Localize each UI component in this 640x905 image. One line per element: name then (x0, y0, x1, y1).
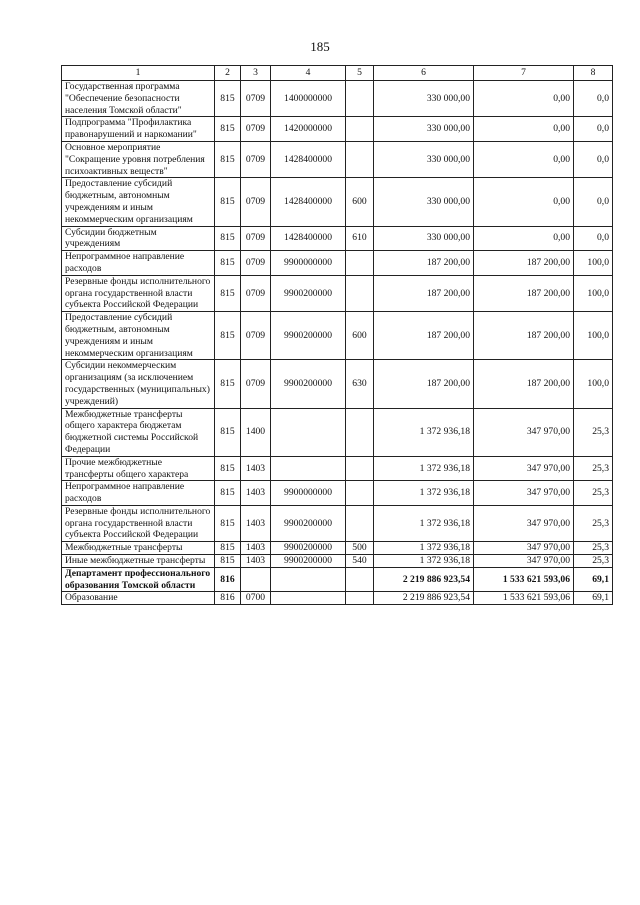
cell-executed-amount: 187 200,00 (474, 360, 574, 408)
cell-executed-amount: 187 200,00 (474, 251, 574, 276)
budget-table (61, 65, 613, 605)
cell-plan-amount: 330 000,00 (374, 117, 474, 142)
cell-section-code: 1403 (241, 505, 271, 541)
cell-target-code: 1420000000 (271, 117, 346, 142)
cell-target-code (271, 408, 346, 456)
cell-plan-amount: 1 372 936,18 (374, 408, 474, 456)
table-row (62, 567, 613, 592)
cell-name: Субсидии бюджетным учреждениям (62, 226, 215, 251)
cell-target-code: 9900000000 (271, 251, 346, 276)
cell-name: Резервные фонды исполнительного органа государственной власти субъекта Российской Федерации (62, 505, 215, 541)
cell-executed-amount: 0,00 (474, 141, 574, 177)
table-row (62, 141, 613, 177)
cell-percent: 100,0 (574, 275, 613, 311)
cell-percent: 100,0 (574, 360, 613, 408)
cell-plan-amount: 1 372 936,18 (374, 456, 474, 481)
cell-section-code: 0709 (241, 81, 271, 117)
cell-executed-amount: 0,00 (474, 178, 574, 226)
cell-executed-amount: 347 970,00 (474, 408, 574, 456)
cell-executed-amount: 187 200,00 (474, 275, 574, 311)
cell-percent: 0,0 (574, 141, 613, 177)
cell-section-code: 0709 (241, 141, 271, 177)
cell-ministry-code: 815 (215, 251, 241, 276)
cell-percent: 0,0 (574, 178, 613, 226)
cell-name: Подпрограмма "Профилактика правонарушений и наркомании" (62, 117, 215, 142)
cell-name: Предоставление субсидий бюджетным, автономным учреждениям и иным некоммерческим организациям (62, 178, 215, 226)
table-row (62, 178, 613, 226)
table-row (62, 408, 613, 456)
cell-plan-amount: 330 000,00 (374, 178, 474, 226)
column-header: 4 (271, 66, 346, 81)
cell-name: Основное мероприятие "Сокращение уровня потребления психоактивных веществ" (62, 141, 215, 177)
cell-percent: 25,3 (574, 456, 613, 481)
table-row (62, 542, 613, 555)
cell-expense-type (346, 81, 374, 117)
cell-target-code (271, 456, 346, 481)
table-row (62, 360, 613, 408)
cell-plan-amount: 1 372 936,18 (374, 555, 474, 568)
cell-expense-type (346, 481, 374, 506)
cell-executed-amount: 1 533 621 593,06 (474, 592, 574, 605)
cell-expense-type (346, 505, 374, 541)
cell-target-code: 9900200000 (271, 275, 346, 311)
cell-plan-amount: 187 200,00 (374, 251, 474, 276)
cell-section-code: 1403 (241, 555, 271, 568)
table-row (62, 117, 613, 142)
cell-ministry-code: 815 (215, 117, 241, 142)
cell-target-code: 1400000000 (271, 81, 346, 117)
table-row (62, 226, 613, 251)
cell-executed-amount: 347 970,00 (474, 505, 574, 541)
cell-section-code: 0709 (241, 117, 271, 142)
cell-expense-type: 540 (346, 555, 374, 568)
cell-name: Непрограммное направление расходов (62, 481, 215, 506)
cell-percent: 25,3 (574, 555, 613, 568)
table-body (62, 81, 613, 605)
cell-target-code: 9900200000 (271, 542, 346, 555)
cell-name: Непрограммное направление расходов (62, 251, 215, 276)
table-row (62, 312, 613, 360)
table-row (62, 456, 613, 481)
cell-percent: 0,0 (574, 81, 613, 117)
header-row (62, 66, 613, 81)
cell-expense-type (346, 567, 374, 592)
cell-expense-type (346, 117, 374, 142)
cell-plan-amount: 187 200,00 (374, 275, 474, 311)
cell-executed-amount: 1 533 621 593,06 (474, 567, 574, 592)
cell-target-code: 9900000000 (271, 481, 346, 506)
cell-expense-type (346, 456, 374, 481)
cell-ministry-code: 815 (215, 505, 241, 541)
column-header: 3 (241, 66, 271, 81)
cell-plan-amount: 1 372 936,18 (374, 481, 474, 506)
column-header: 8 (574, 66, 613, 81)
cell-ministry-code: 815 (215, 178, 241, 226)
cell-section-code: 1400 (241, 408, 271, 456)
cell-ministry-code: 815 (215, 542, 241, 555)
cell-target-code: 1428400000 (271, 226, 346, 251)
cell-name: Образование (62, 592, 215, 605)
cell-section-code: 0709 (241, 251, 271, 276)
column-header: 7 (474, 66, 574, 81)
cell-name: Субсидии некоммерческим организациям (за исключением государственных (муниципальных) учреждений) (62, 360, 215, 408)
cell-executed-amount: 0,00 (474, 226, 574, 251)
cell-ministry-code: 815 (215, 226, 241, 251)
cell-plan-amount: 2 219 886 923,54 (374, 567, 474, 592)
cell-ministry-code: 815 (215, 81, 241, 117)
cell-expense-type: 500 (346, 542, 374, 555)
cell-name: Межбюджетные трансферты общего характера бюджетам бюджетной системы Российской Федерации (62, 408, 215, 456)
table-row (62, 505, 613, 541)
cell-ministry-code: 815 (215, 481, 241, 506)
cell-ministry-code: 815 (215, 555, 241, 568)
cell-percent: 25,3 (574, 481, 613, 506)
cell-name: Межбюджетные трансферты (62, 542, 215, 555)
cell-name: Прочие межбюджетные трансферты общего характера (62, 456, 215, 481)
cell-expense-type (346, 275, 374, 311)
cell-executed-amount: 347 970,00 (474, 555, 574, 568)
cell-plan-amount: 187 200,00 (374, 312, 474, 360)
cell-name: Государственная программа "Обеспечение безопасности населения Томской области" (62, 81, 215, 117)
cell-percent: 25,3 (574, 542, 613, 555)
cell-percent: 25,3 (574, 408, 613, 456)
cell-percent: 0,0 (574, 117, 613, 142)
cell-plan-amount: 187 200,00 (374, 360, 474, 408)
cell-executed-amount: 347 970,00 (474, 481, 574, 506)
cell-ministry-code: 815 (215, 275, 241, 311)
cell-expense-type (346, 408, 374, 456)
cell-ministry-code: 815 (215, 408, 241, 456)
cell-plan-amount: 330 000,00 (374, 226, 474, 251)
cell-section-code: 1403 (241, 456, 271, 481)
cell-ministry-code: 815 (215, 456, 241, 481)
cell-expense-type (346, 141, 374, 177)
cell-target-code: 9900200000 (271, 555, 346, 568)
cell-expense-type: 600 (346, 312, 374, 360)
cell-ministry-code: 815 (215, 141, 241, 177)
cell-percent: 100,0 (574, 312, 613, 360)
cell-plan-amount: 1 372 936,18 (374, 542, 474, 555)
cell-expense-type: 610 (346, 226, 374, 251)
cell-target-code: 1428400000 (271, 141, 346, 177)
page-number: 185 (310, 39, 330, 54)
table-row (62, 275, 613, 311)
cell-target-code (271, 567, 346, 592)
cell-plan-amount: 330 000,00 (374, 141, 474, 177)
cell-expense-type (346, 592, 374, 605)
cell-target-code: 9900200000 (271, 360, 346, 408)
cell-section-code: 0709 (241, 360, 271, 408)
cell-target-code: 9900200000 (271, 312, 346, 360)
cell-expense-type: 600 (346, 178, 374, 226)
cell-executed-amount: 187 200,00 (474, 312, 574, 360)
table-row (62, 555, 613, 568)
cell-target-code: 1428400000 (271, 178, 346, 226)
cell-percent: 100,0 (574, 251, 613, 276)
cell-ministry-code: 816 (215, 592, 241, 605)
cell-section-code: 0700 (241, 592, 271, 605)
cell-executed-amount: 347 970,00 (474, 542, 574, 555)
cell-plan-amount: 330 000,00 (374, 81, 474, 117)
cell-ministry-code: 815 (215, 312, 241, 360)
column-header: 6 (374, 66, 474, 81)
table-row (62, 592, 613, 605)
cell-percent: 69,1 (574, 567, 613, 592)
cell-percent: 0,0 (574, 226, 613, 251)
cell-ministry-code: 816 (215, 567, 241, 592)
cell-expense-type (346, 251, 374, 276)
cell-section-code: 0709 (241, 178, 271, 226)
cell-expense-type: 630 (346, 360, 374, 408)
cell-executed-amount: 0,00 (474, 117, 574, 142)
cell-ministry-code: 815 (215, 360, 241, 408)
cell-section-code: 1403 (241, 542, 271, 555)
cell-name: Резервные фонды исполнительного органа государственной власти субъекта Российской Федерации (62, 275, 215, 311)
cell-plan-amount: 1 372 936,18 (374, 505, 474, 541)
cell-section-code: 1403 (241, 481, 271, 506)
cell-percent: 69,1 (574, 592, 613, 605)
cell-executed-amount: 347 970,00 (474, 456, 574, 481)
column-header: 5 (346, 66, 374, 81)
cell-section-code: 0709 (241, 226, 271, 251)
cell-percent: 25,3 (574, 505, 613, 541)
cell-section-code (241, 567, 271, 592)
cell-executed-amount: 0,00 (474, 81, 574, 117)
table-row (62, 251, 613, 276)
column-header: 2 (215, 66, 241, 81)
column-header: 1 (62, 66, 215, 81)
cell-target-code: 9900200000 (271, 505, 346, 541)
cell-name: Департамент профессионального образования Томской области (62, 567, 215, 592)
cell-plan-amount: 2 219 886 923,54 (374, 592, 474, 605)
table-row (62, 81, 613, 117)
cell-name: Предоставление субсидий бюджетным, автономным учреждениям и иным некоммерческим организациям (62, 312, 215, 360)
cell-section-code: 0709 (241, 275, 271, 311)
cell-target-code (271, 592, 346, 605)
table-row (62, 481, 613, 506)
cell-section-code: 0709 (241, 312, 271, 360)
cell-name: Иные межбюджетные трансферты (62, 555, 215, 568)
